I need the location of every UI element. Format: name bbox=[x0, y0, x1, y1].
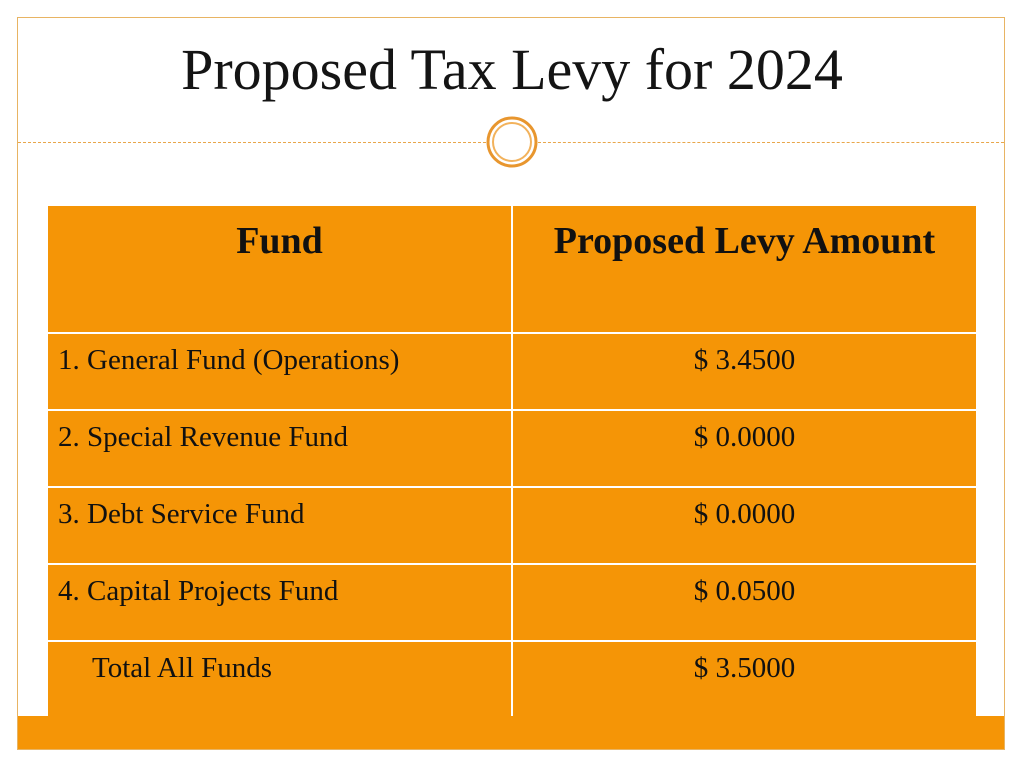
fund-name-cell: 2. Special Revenue Fund bbox=[47, 410, 512, 487]
fund-name-cell: 4. Capital Projects Fund bbox=[47, 564, 512, 641]
circle-ornament-icon bbox=[486, 116, 538, 168]
levy-amount-cell: $ 0.0000 bbox=[512, 410, 977, 487]
title-divider-left bbox=[18, 142, 486, 143]
levy-amount-cell: $ 0.0500 bbox=[512, 564, 977, 641]
fund-name-cell: 3. Debt Service Fund bbox=[47, 487, 512, 564]
total-amount-cell: $ 3.5000 bbox=[512, 641, 977, 718]
slide-title: Proposed Tax Levy for 2024 bbox=[181, 37, 843, 102]
levy-amount-cell: $ 3.4500 bbox=[512, 333, 977, 410]
table-row bbox=[47, 487, 977, 564]
tax-levy-table bbox=[46, 204, 978, 719]
header-fund: Fund bbox=[47, 205, 512, 333]
table-row bbox=[47, 564, 977, 641]
table-header-row bbox=[47, 205, 977, 333]
levy-amount-cell: $ 0.0000 bbox=[512, 487, 977, 564]
table-total-row bbox=[47, 641, 977, 718]
title-divider-right bbox=[538, 142, 1004, 143]
footer-bar bbox=[18, 716, 1004, 749]
table-row bbox=[47, 333, 977, 410]
header-proposed-levy-amount: Proposed Levy Amount bbox=[512, 205, 977, 333]
total-label-cell: Total All Funds bbox=[47, 641, 512, 718]
table-row bbox=[47, 410, 977, 487]
fund-name-cell: 1. General Fund (Operations) bbox=[47, 333, 512, 410]
